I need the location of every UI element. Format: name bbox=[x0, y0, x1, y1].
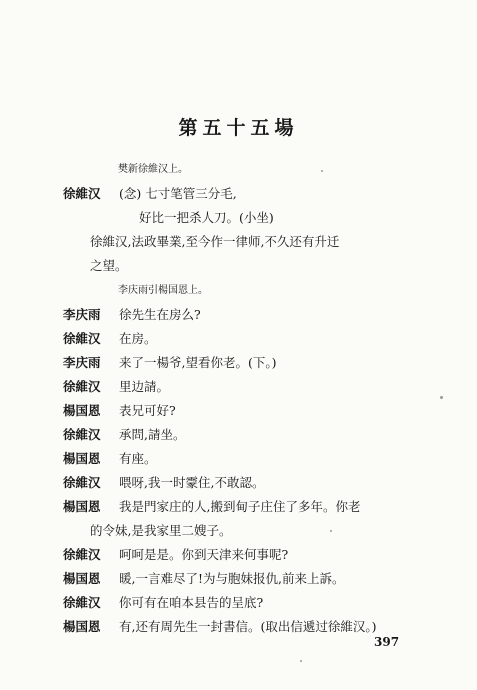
speech-line: 徐維汉,法政畢業,至今作一律师,不久还有升迁 bbox=[90, 234, 340, 249]
dialogue-line bbox=[63, 427, 185, 443]
speech-line: 之望。 bbox=[90, 258, 128, 273]
speaker-name: 楊国恩 bbox=[63, 571, 101, 586]
speech-line: 的令妹,是我家里二嫂子。 bbox=[90, 523, 232, 538]
stage-direction: 李庆雨引楊国恩上。 bbox=[118, 285, 208, 296]
dialogue-line bbox=[63, 499, 360, 515]
speaker-name: 徐維汉 bbox=[63, 331, 101, 346]
dialogue-line bbox=[63, 379, 169, 395]
dialogue-line bbox=[63, 571, 344, 587]
line-text: 有,还有周先生一封書信。(取出信遞过徐維汉。) bbox=[119, 619, 377, 634]
dialogue-line bbox=[63, 451, 157, 467]
dialogue-line bbox=[63, 331, 157, 347]
line-text: (念) 七寸笔管三分毛, bbox=[119, 186, 237, 201]
line-text: 在房。 bbox=[119, 331, 157, 346]
speaker-name: 楊国恩 bbox=[63, 499, 101, 514]
dialogue-line bbox=[63, 619, 376, 635]
print-speck bbox=[300, 660, 302, 662]
dialogue-line bbox=[63, 307, 201, 323]
page-number: 397 bbox=[374, 635, 400, 649]
line-text: 承問,請坐。 bbox=[119, 427, 186, 442]
line-text: 暖,一言难尽了!为与胞妹报仇,前来上訴。 bbox=[119, 571, 345, 586]
dialogue-line bbox=[63, 355, 276, 371]
line-text: 徐先生在房么? bbox=[119, 307, 201, 322]
dialogue-line bbox=[63, 475, 264, 491]
speaker-name: 徐維汉 bbox=[63, 475, 101, 490]
scene-title: 第五十五場 bbox=[178, 117, 299, 139]
dialogue-line bbox=[63, 186, 237, 202]
speaker-name: 李庆雨 bbox=[63, 307, 101, 322]
line-text: 喂呀,我一时霥住,不敢認。 bbox=[119, 475, 265, 490]
speaker-name: 徐維汉 bbox=[63, 547, 101, 562]
line-text: 我是門家庄的人,搬到甸子庄住了多年。你老 bbox=[119, 499, 361, 514]
speaker-name: 李庆雨 bbox=[63, 355, 101, 370]
line-text: 来了一楊爷,望看你老。(下。) bbox=[119, 355, 277, 370]
line-text: 呵呵是是。你到天津来何事呢? bbox=[119, 547, 289, 562]
dialogue-line bbox=[63, 547, 288, 563]
line-text: 里边請。 bbox=[119, 379, 170, 394]
verse-line: 好比一把杀人刀。(小坐) bbox=[139, 210, 274, 225]
speaker-name: 楊国恩 bbox=[63, 619, 101, 634]
print-speck bbox=[321, 170, 323, 172]
line-text: 你可有在咱本县告的呈底? bbox=[119, 595, 264, 610]
speaker-name: 徐維汉 bbox=[63, 379, 101, 394]
line-text: 表兄可好? bbox=[119, 403, 176, 418]
speaker-name: 楊国恩 bbox=[63, 451, 101, 466]
dialogue-line bbox=[63, 595, 263, 611]
speaker-name: 徐維汉 bbox=[63, 186, 101, 201]
line-text: 有座。 bbox=[119, 451, 157, 466]
speaker-name: 徐維汉 bbox=[63, 595, 101, 610]
stage-direction: 樊新徐維汉上。 bbox=[118, 164, 188, 175]
print-speck bbox=[330, 530, 332, 532]
print-speck bbox=[440, 396, 443, 399]
speaker-name: 楊国恩 bbox=[63, 403, 101, 418]
dialogue-line bbox=[63, 403, 176, 419]
speaker-name: 徐維汉 bbox=[63, 427, 101, 442]
